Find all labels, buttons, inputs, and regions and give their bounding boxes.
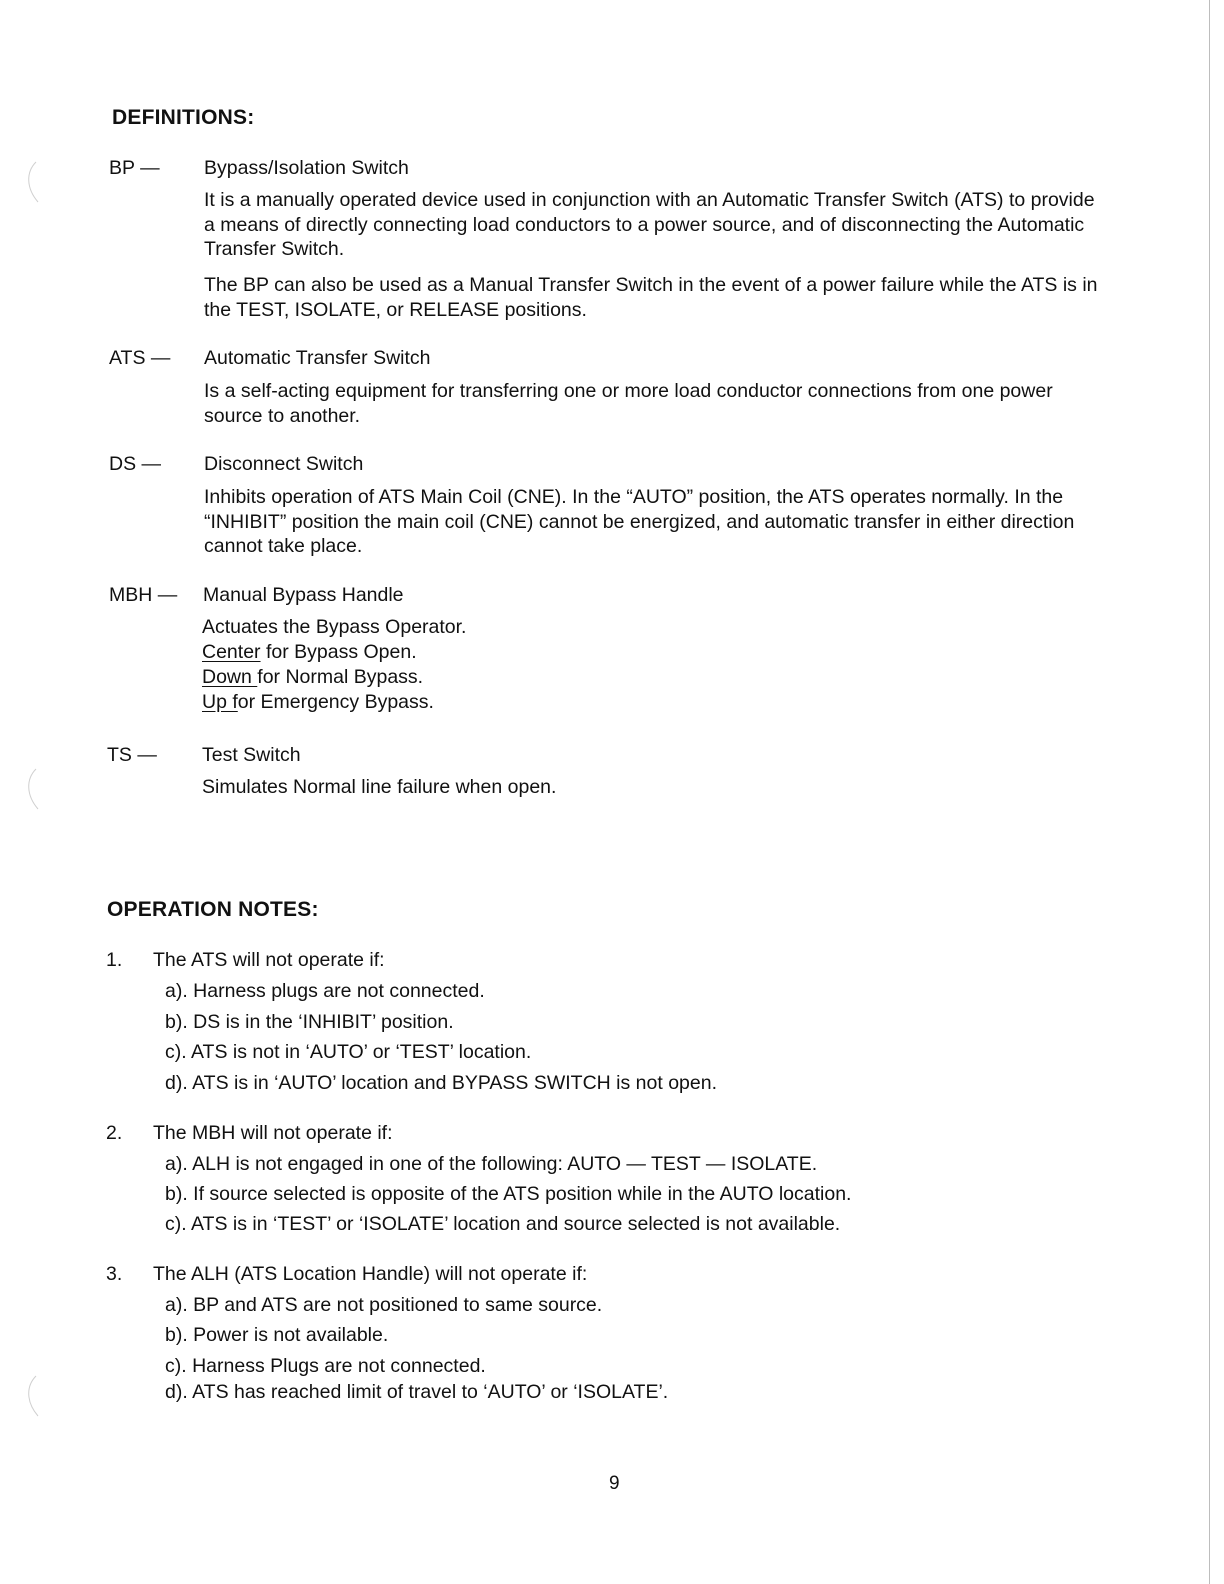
mbh-down-line [202,665,423,690]
mbh-up-word: Up f [202,691,238,713]
ds-abbreviation: DS — [109,453,162,475]
note-number: 1. [106,949,123,971]
ds-term: Disconnect Switch [204,453,364,475]
page-edge-line [1209,0,1210,1584]
note-item: b). Power is not available. [165,1324,389,1346]
note-item: c). Harness Plugs are not connected. [165,1355,486,1377]
ts-description: Simulates Normal line failure when open. [202,776,557,798]
note-item: b). DS is in the ‘INHIBIT’ position. [165,1011,454,1033]
note-item: c). ATS is in ‘TEST’ or ‘ISOLATE’ location and source selected is not available. [165,1213,841,1235]
mbh-up-text: or Emergency Bypass. [237,691,434,713]
note-item: a). Harness plugs are not connected. [165,980,485,1002]
ats-abbreviation: ATS — [109,347,171,369]
mbh-description: Actuates the Bypass Operator. [202,616,467,638]
mbh-abbreviation: MBH — [109,584,178,606]
operation-notes-heading: OPERATION NOTES: [107,898,319,921]
note-item: d). ATS has reached limit of travel to ‘AUTO’ or ‘ISOLATE’. [165,1381,669,1403]
margin-mark [22,1372,42,1422]
mbh-center-word: Center [202,641,261,663]
bp-description: It is a manually operated device used in conjunction with an Automatic Transfer Switch (ATS) to provide a means of directly connecting load conductors to a power source, and of disconnecting the Automatic Transfer Switch. [204,189,1095,260]
page-number: 9 [609,1473,620,1494]
mbh-down-text: for Normal Bypass. [257,666,424,688]
ts-abbreviation: TS — [107,744,157,766]
mbh-up-line [202,690,434,715]
note-title: The ALH (ATS Location Handle) will not operate if: [153,1263,588,1285]
note-title: The MBH will not operate if: [153,1122,393,1144]
bp-term: Bypass/Isolation Switch [204,157,409,179]
note-item: c). ATS is not in ‘AUTO’ or ‘TEST’ location. [165,1041,532,1063]
bp-abbreviation: BP — [109,157,160,179]
bp-description-2: The BP can also be used as a Manual Transfer Switch in the event of a power failure while the ATS is in the TEST, ISOLATE, or RELEASE positions. [204,274,1098,321]
mbh-center-text: for Bypass Open. [260,641,417,663]
note-item: d). ATS is in ‘AUTO’ location and BYPASS SWITCH is not open. [165,1072,717,1094]
margin-mark [22,765,42,815]
ats-description: Is a self-acting equipment for transferring one or more load conductor connections from one power source to another. [204,380,1053,427]
note-number: 3. [106,1263,123,1285]
ts-term: Test Switch [202,744,301,766]
mbh-term: Manual Bypass Handle [203,584,404,606]
definitions-heading: DEFINITIONS: [112,106,255,129]
mbh-down-word: Down [202,666,258,688]
note-item: a). ALH is not engaged in one of the following: AUTO — TEST — ISOLATE. [165,1153,818,1175]
ds-description: Inhibits operation of ATS Main Coil (CNE). In the “AUTO” position, the ATS operates normally. In the “INHIBIT” position the main coil (CNE) cannot be energized, and automatic transfer in either direction cannot take place. [204,486,1075,557]
ats-term: Automatic Transfer Switch [204,347,431,369]
note-item: a). BP and ATS are not positioned to same source. [165,1294,603,1316]
note-title: The ATS will not operate if: [153,949,385,971]
note-number: 2. [106,1122,123,1144]
mbh-center-line [202,640,417,665]
margin-mark [22,158,42,208]
note-item: b). If source selected is opposite of the ATS position while in the AUTO location. [165,1183,852,1205]
